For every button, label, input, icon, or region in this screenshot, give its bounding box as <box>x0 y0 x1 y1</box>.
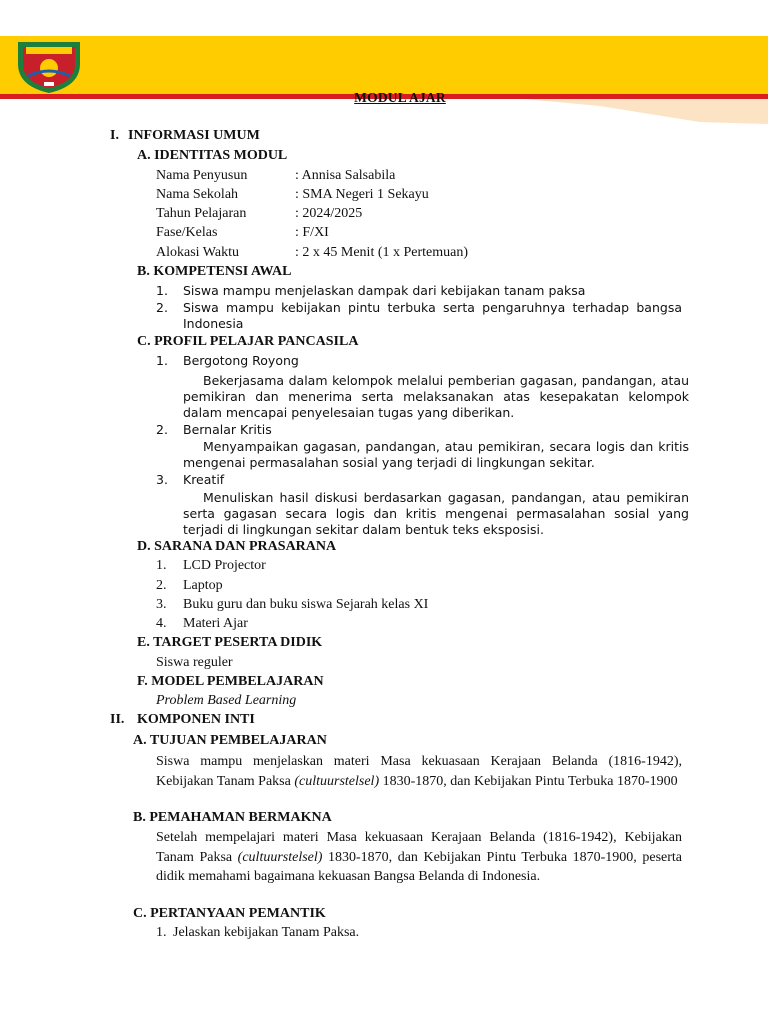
identity-key: Fase/Kelas <box>156 225 218 240</box>
section-2-number: II. <box>110 712 125 727</box>
heading-profil-pelajar: C. PROFIL PELAJAR PANCASILA <box>137 334 359 349</box>
identity-value: : SMA Negeri 1 Sekayu <box>295 187 429 202</box>
identity-key: Nama Sekolah <box>156 187 239 202</box>
model-text: Problem Based Learning <box>156 693 297 708</box>
list-number: 3. <box>156 472 168 487</box>
list-number: 4. <box>156 616 167 631</box>
heading-tujuan-pembelajaran: A. TUJUAN PEMBELAJARAN <box>133 733 327 748</box>
list-item: Siswa mampu menjelaskan dampak dari kebijakan tanam paksa <box>183 283 586 298</box>
identity-key: Nama Penyusun <box>156 168 248 183</box>
list-item: Laptop <box>183 578 223 593</box>
list-item: Buku guru dan buku siswa Sejarah kelas XI <box>183 597 429 612</box>
profile-description: Bekerjasama dalam kelompok melalui pemberian gagasan, pandangan, atau pemikiran dan menerima serta melaksanakan atas kesepakatan kelompok dalam mencapai penyelesaian tugas yang diberikan. <box>183 373 689 420</box>
list-number: 2. <box>156 300 168 315</box>
document-title: MODUL AJAR <box>354 90 446 105</box>
list-item: LCD Projector <box>183 558 266 573</box>
profile-title: Bergotong Royong <box>183 353 299 368</box>
list-number: 2. <box>156 578 167 593</box>
heading-model-pembelajaran: F. MODEL PEMBELAJARAN <box>137 674 324 689</box>
section-1-title: INFORMASI UMUM <box>128 128 260 143</box>
identity-value: : F/XI <box>295 225 329 240</box>
profile-title: Kreatif <box>183 472 225 487</box>
heading-identitas-modul: A. IDENTITAS MODUL <box>137 148 288 163</box>
list-number: 1. <box>156 283 168 298</box>
heading-pertanyaan-pemantik: C. PERTANYAAN PEMANTIK <box>133 906 326 921</box>
heading-pemahaman-bermakna: B. PEMAHAMAN BERMAKNA <box>133 810 332 825</box>
list-number: 1. <box>156 558 167 573</box>
list-number: 2. <box>156 422 168 437</box>
question-item: Jelaskan kebijakan Tanam Paksa. <box>173 925 360 940</box>
section-1-number: I. <box>110 128 119 143</box>
pemahaman-paragraph: Setelah mempelajari materi Masa kekuasaan Kerajaan Belanda (1816-1942), Kebijakan Tanam Paksa (cultuurstelsel) 1830-1870, dan Kebijakan Pintu Terbuka 1870-1900, peserta didik memahami bagaimana kekuasan Bangsa Belanda di Indonesia. <box>156 830 683 884</box>
province-logo <box>14 38 84 94</box>
list-number: 1. <box>156 925 167 940</box>
identity-value: : 2 x 45 Menit (1 x Pertemuan) <box>295 245 469 260</box>
profile-description: Menyampaikan gagasan, pandangan, atau pemikiran, secara logis dan kritis mengenai permasalahan sosial yang terjadi di lingkungan sekitar. <box>183 439 689 470</box>
identity-value: : 2024/2025 <box>295 206 363 221</box>
header-banner <box>0 36 768 126</box>
identity-key: Tahun Pelajaran <box>156 206 247 221</box>
profile-description: Menuliskan hasil diskusi berdasarkan gagasan, pandangan, atau pemikiran serta gagasan secara logis dan kritis mengenai permasalahan sosial yang terjadi di lingkungan sekitar dalam bentuk teks eksposisi. <box>183 490 689 537</box>
heading-sarana-prasarana: D. SARANA DAN PRASARANA <box>137 539 337 554</box>
identity-key: Alokasi Waktu <box>156 245 239 260</box>
section-2-title: KOMPONEN INTI <box>137 712 255 727</box>
identity-value: : Annisa Salsabila <box>295 168 396 183</box>
list-item: Materi Ajar <box>183 616 248 631</box>
tujuan-paragraph: Siswa mampu menjelaskan materi Masa kekuasaan Kerajaan Belanda (1816-1942), Kebijakan Tanam Paksa (cultuurstelsel) 1830-1870, dan Kebijakan Pintu Terbuka 1870-1900 <box>156 754 682 789</box>
heading-target-peserta: E. TARGET PESERTA DIDIK <box>137 635 323 650</box>
list-number: 3. <box>156 597 167 612</box>
list-item: Siswa mampu kebijakan pintu terbuka serta pengaruhnya terhadap bangsa Indonesia <box>183 300 682 331</box>
target-text: Siswa reguler <box>156 655 233 670</box>
profile-title: Bernalar Kritis <box>183 422 272 437</box>
list-number: 1. <box>156 353 168 368</box>
heading-kompetensi-awal: B. KOMPETENSI AWAL <box>137 264 292 279</box>
